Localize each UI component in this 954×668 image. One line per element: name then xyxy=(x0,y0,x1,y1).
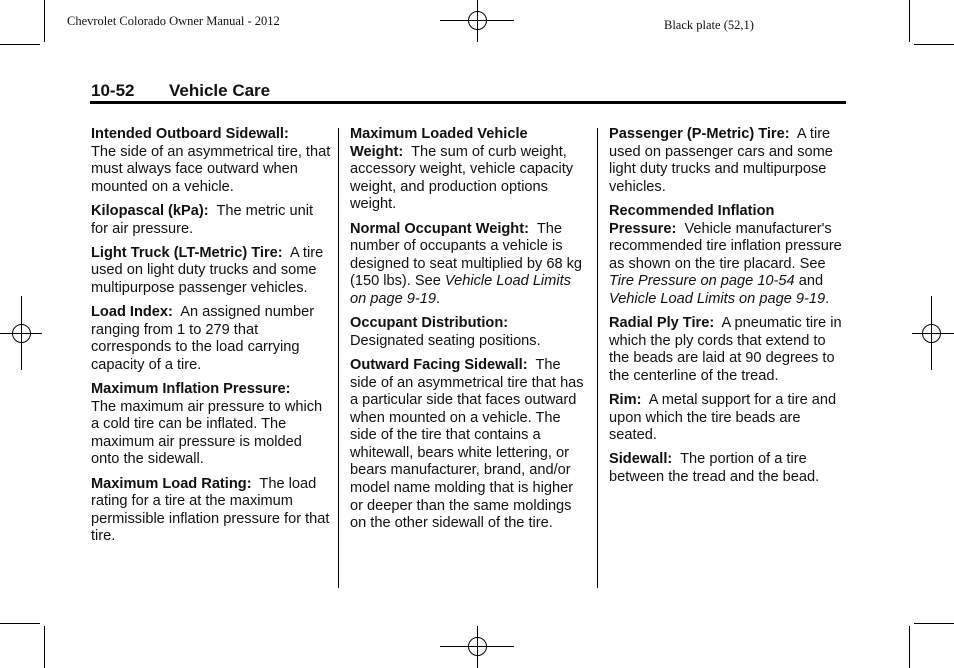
glossary-entry: Load Index: An assigned number ranging from 1 to 279 that corresponds to the load carrying capacity of a tire. xyxy=(91,304,315,373)
page-reference-link[interactable]: Vehicle Load Limits on page 9-19 xyxy=(350,273,571,307)
glossary-column-2 xyxy=(350,126,588,539)
glossary-column-3 xyxy=(609,126,849,493)
column-divider xyxy=(338,128,339,588)
glossary-definition: The load rating for a tire at the maximum permissible inflation pressure for that tire. xyxy=(91,475,330,545)
glossary-term: Intended Outboard Sidewall xyxy=(91,126,284,142)
glossary-entry: Light Truck (LT-Metric) Tire: A tire used on light duty trucks and some multipurpose passenger vehicles. xyxy=(91,244,324,296)
glossary-definition: The sum of curb weight, accessory weight, vehicle capacity weight, and production options weight. xyxy=(350,143,574,213)
glossary-entry: Radial Ply Tire: A pneumatic tire in which the ply cords that extend to the beads are laid at 90 degrees to the centerline of the tread. xyxy=(609,315,842,384)
glossary-term: Load Index xyxy=(91,304,169,321)
glossary-entry: Normal Occupant Weight: The number of occupants a vehicle is designed to seat multiplied by 68 kg (150 lbs). See Vehicle Load Limits on page 9-19. xyxy=(350,220,583,307)
page-reference-link[interactable]: Tire Pressure on page 10-54 xyxy=(609,273,795,290)
glossary-entry: Intended Outboard Sidewall: The side of an asymmetrical tire, that must always face outward when mounted on a vehicle. xyxy=(91,126,331,195)
glossary-entry: Sidewall: The portion of a tire between the tread and the bead. xyxy=(609,451,820,486)
glossary-entry: Recommended Inflation Pressure: Vehicle manufacturer's recommended tire inflation pressure as shown on the tire placard. See Tire Pressure on page 10-54 and Vehicle Load Limits on page 9-19. xyxy=(609,202,842,307)
glossary-definition: The metric unit for air pressure. xyxy=(91,202,313,237)
glossary-term: Rim xyxy=(609,392,637,409)
glossary-definition: Designated seating positions. xyxy=(350,332,541,349)
glossary-definition: A metal support for a tire and upon which the tire beads are seated. xyxy=(609,392,837,444)
glossary-term: Maximum Loaded Vehicle Weight xyxy=(350,126,528,160)
crop-mark xyxy=(0,44,40,45)
crop-mark xyxy=(914,44,954,45)
glossary-definition: The side of an asymmetrical tire that has a particular side that faces outward when mounted on a vehicle. The side of the tire that contains a whitewall, bears white lettering, or bears manufacturer, brand, and/or model name molding that is higher or deeper than the same moldings on the other sidewall of the tire. xyxy=(350,356,584,532)
glossary-term: Radial Ply Tire xyxy=(609,315,710,332)
glossary-definition: An assigned number ranging from 1 to 279 that corresponds to the load carrying capacity of a tire. xyxy=(91,304,315,373)
section-title: Vehicle Care xyxy=(169,81,271,100)
glossary-term: Kilopascal (kPa) xyxy=(91,202,204,219)
glossary-term: Sidewall xyxy=(609,451,668,468)
crop-mark xyxy=(914,623,954,624)
glossary-term: Recommended Inflation Pressure xyxy=(609,202,775,237)
glossary-column-1 xyxy=(91,126,331,553)
glossary-term: Passenger (P-Metric) Tire xyxy=(609,126,785,142)
page-reference-link[interactable]: Vehicle Load Limits on page 9-19 xyxy=(609,290,826,307)
glossary-term: Occupant Distribution xyxy=(350,315,504,332)
column-divider xyxy=(597,128,598,588)
glossary-term: Outward Facing Sidewall xyxy=(350,356,523,373)
glossary-term: Maximum Load Rating xyxy=(91,475,247,492)
glossary-entry: Kilopascal (kPa): The metric unit for air pressure. xyxy=(91,202,313,237)
glossary-entry: Maximum Inflation Pressure: The maximum air pressure to which a cold tire can be inflated. The maximum air pressure is molded onto the sidewall. xyxy=(91,381,323,468)
glossary-definition: A pneumatic tire in which the ply cords that extend to the beads are laid at 90 degrees to the centerline of the tread. xyxy=(609,315,842,384)
glossary-entry: Passenger (P-Metric) Tire: A tire used on passenger cars and some light duty trucks and multipurpose vehicles. xyxy=(609,126,833,195)
glossary-definition: The number of occupants a vehicle is designed to seat multiplied by 68 kg (150 lbs). See xyxy=(350,220,583,290)
crop-mark xyxy=(44,626,45,668)
page-number: 10-52 xyxy=(91,81,135,100)
glossary-definition: A tire used on light duty trucks and some multipurpose passenger vehicles. xyxy=(91,244,324,296)
crop-mark xyxy=(44,0,45,42)
glossary-definition: A tire used on passenger cars and some light duty trucks and multipurpose vehicles. xyxy=(609,126,833,195)
glossary-entry: Rim: A metal support for a tire and upon which the tire beads are seated. xyxy=(609,392,837,444)
glossary-definition: The side of an asymmetrical tire, that must always face outward when mounted on a vehicle. xyxy=(91,143,331,195)
glossary-definition: The portion of a tire between the tread and the bead. xyxy=(609,451,820,486)
glossary-entry: Maximum Loaded Vehicle Weight: The sum of curb weight, accessory weight, vehicle capacity weight, and production options weight. xyxy=(350,126,574,213)
header-rule xyxy=(90,101,846,104)
manual-title: Chevrolet Colorado Owner Manual - 2012 xyxy=(67,14,280,28)
glossary-term: Light Truck (LT-Metric) Tire xyxy=(91,244,278,261)
plate-label: Black plate (52,1) xyxy=(664,18,754,32)
glossary-entry: Occupant Distribution: Designated seating positions. xyxy=(350,315,541,349)
glossary-term: Maximum Inflation Pressure xyxy=(91,381,286,398)
glossary-definition: The maximum air pressure to which a cold tire can be inflated. The maximum air pressure is molded onto the sidewall. xyxy=(91,398,323,468)
glossary-definition: Vehicle manufacturer's recommended tire inflation pressure as shown on the tire placard. See xyxy=(609,220,842,272)
crop-mark xyxy=(0,623,40,624)
crop-mark xyxy=(909,0,910,42)
glossary-term: Normal Occupant Weight xyxy=(350,220,525,237)
glossary-entry: Outward Facing Sidewall: The side of an asymmetrical tire that has a particular side that faces outward when mounted on a vehicle. The side of the tire that contains a whitewall, bears white lettering, or bears manufacturer, brand, and/or model name molding that is higher or deeper than the same moldings on the other sidewall of the tire. xyxy=(350,356,584,532)
crop-mark xyxy=(909,626,910,668)
glossary-entry: Maximum Load Rating: The load rating for a tire at the maximum permissible inflation pressure for that tire. xyxy=(91,475,330,545)
